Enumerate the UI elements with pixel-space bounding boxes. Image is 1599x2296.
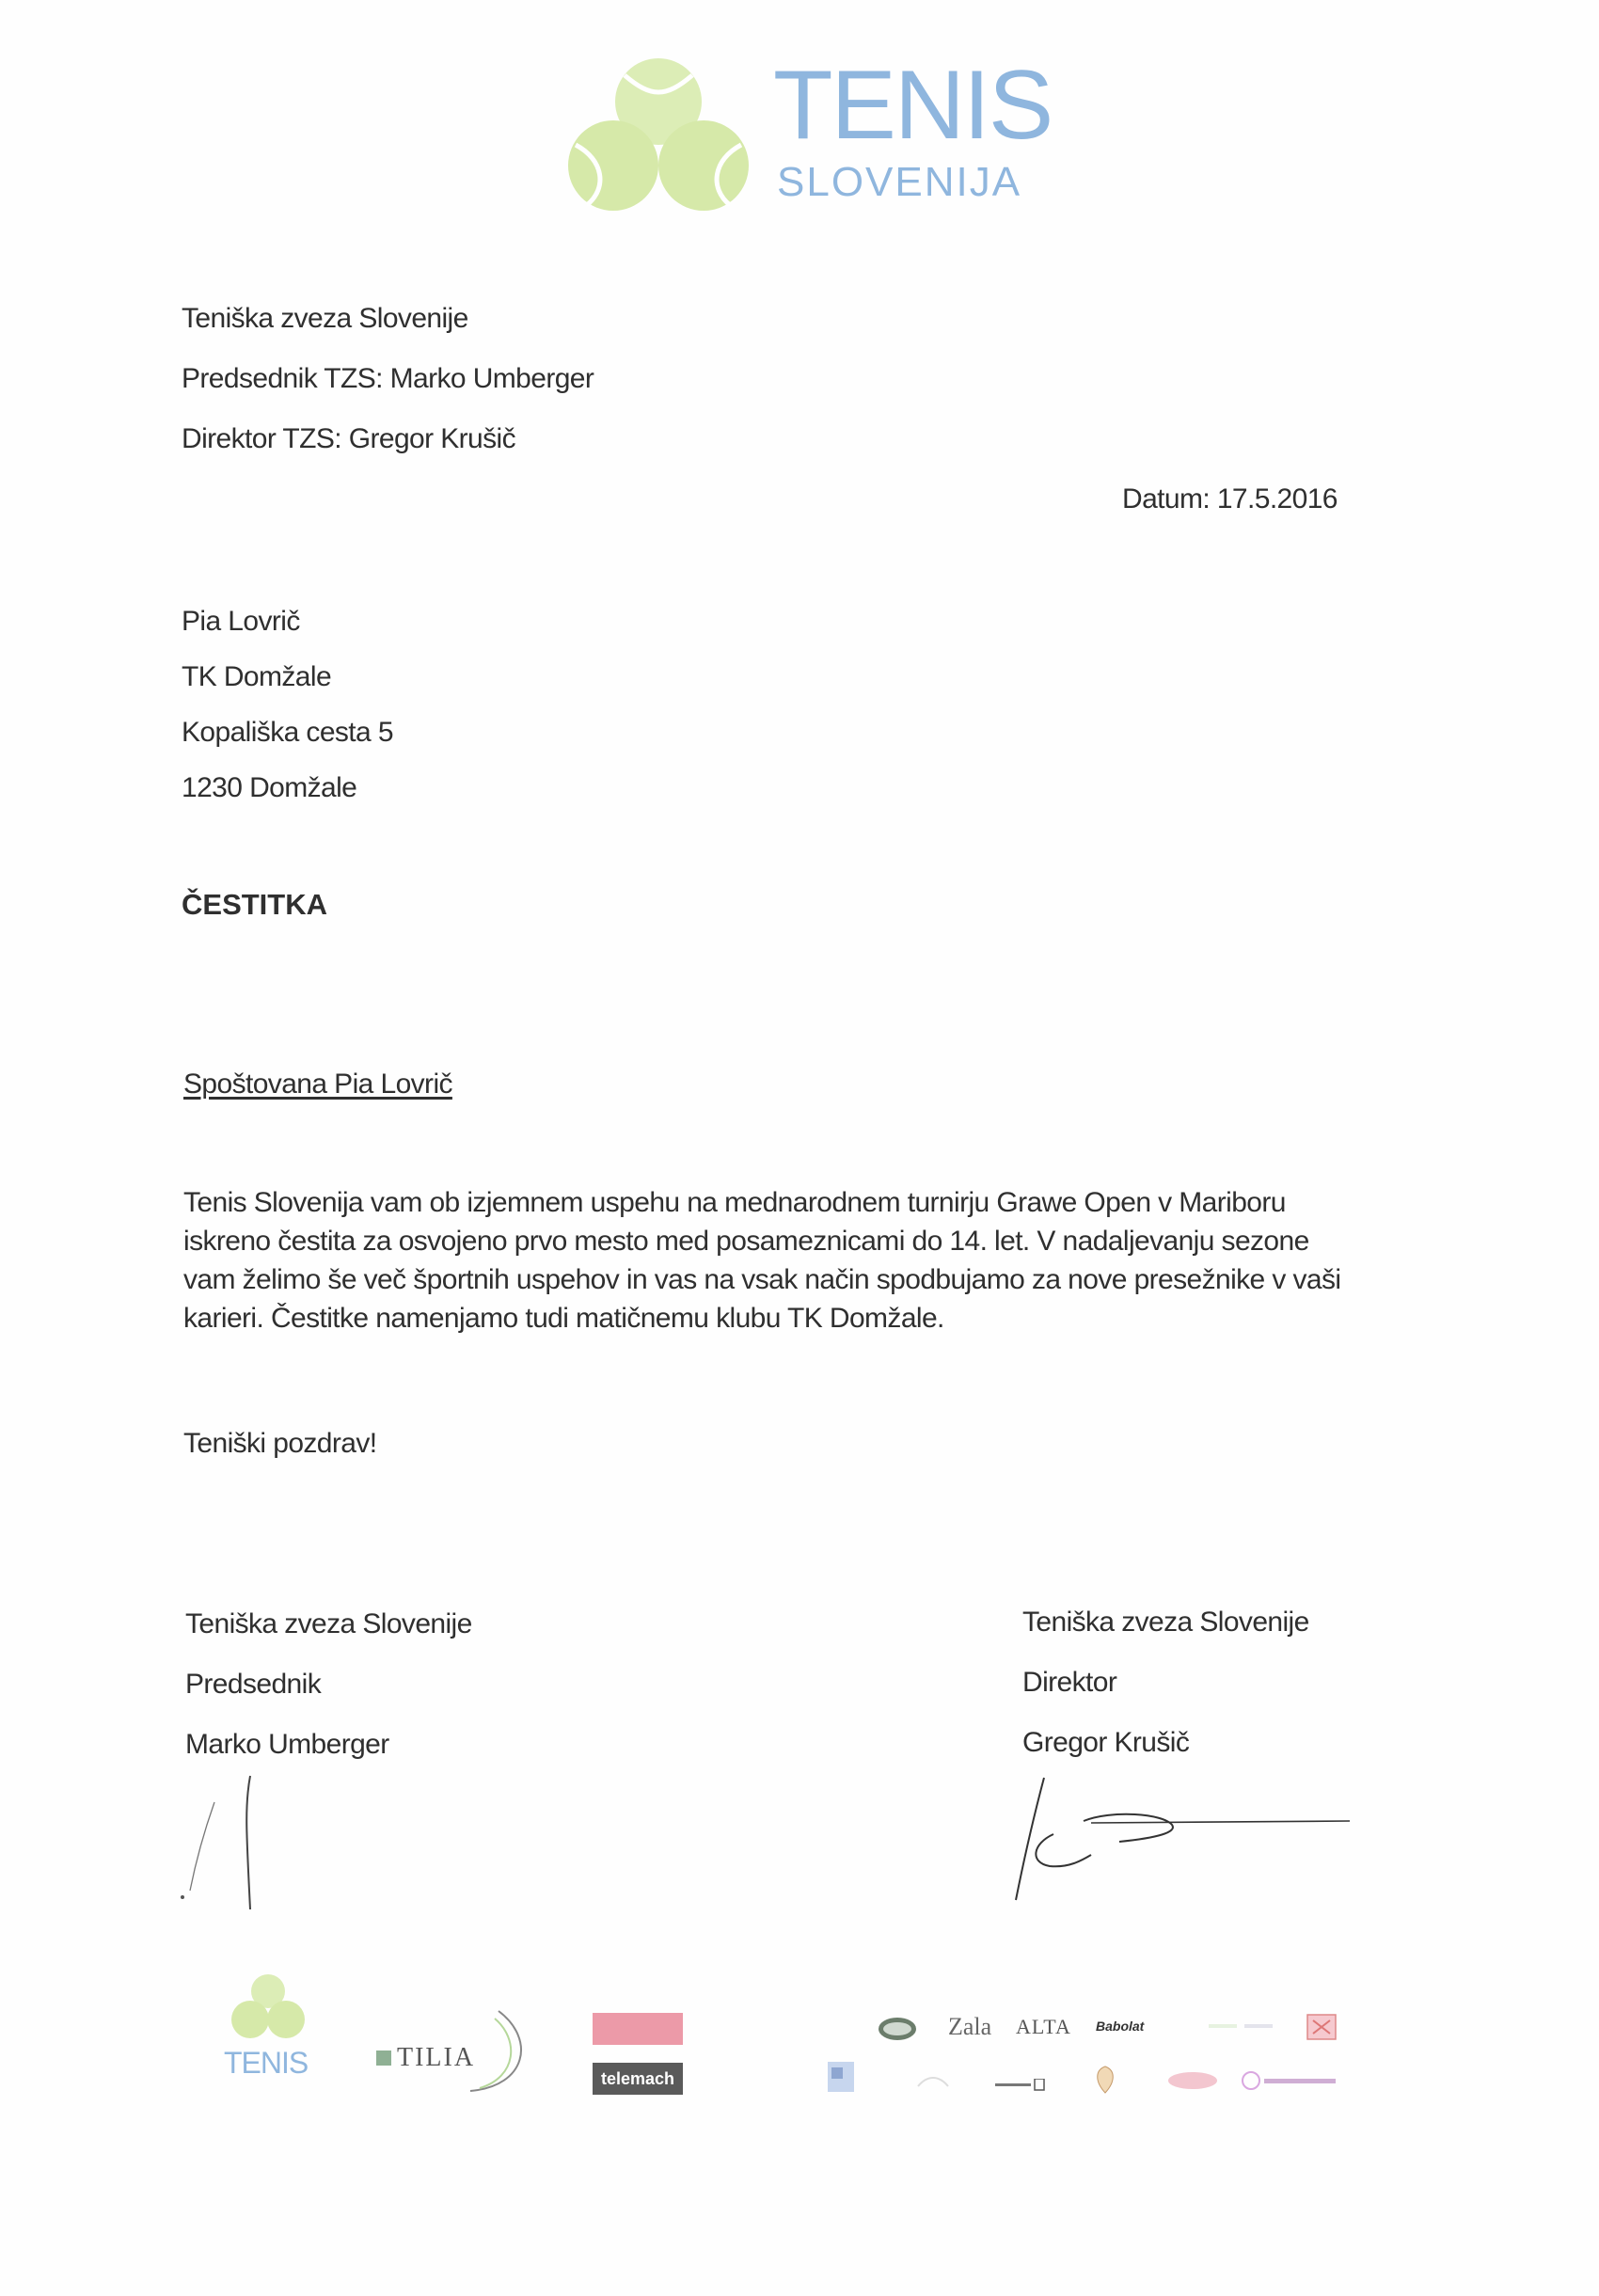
land-rover-logo-icon (877, 2016, 918, 2042)
right-signature-name: Gregor Krušič (1022, 1727, 1190, 1758)
right-signature-org: Teniška zveza Slovenije (1022, 1607, 1309, 1638)
right-signature-role: Direktor (1022, 1667, 1117, 1698)
blue-sponsor-icon (826, 2060, 856, 2094)
faint-logo-2-icon (914, 2069, 952, 2090)
president-signature-icon (169, 1768, 282, 1919)
left-signature-org: Teniška zveza Slovenije (185, 1608, 472, 1639)
telemach-logo (593, 2063, 683, 2095)
zala-logo: Zala (948, 2013, 992, 2040)
footer-tennis-balls-icon (226, 1971, 310, 2046)
footer-logo-text: TENIS (224, 2046, 309, 2080)
letter-subject: ČESTITKA (182, 888, 327, 921)
letter-date: Datum: 17.5.2016 (1122, 483, 1338, 515)
logo-subtitle: SLOVENIJA (777, 159, 1022, 205)
sender-president: Predsednik TZS: Marko Umberger (182, 363, 594, 394)
left-signature-role: Predsednik (185, 1669, 322, 1700)
recipient-name: Pia Lovrič (182, 606, 300, 637)
logo-title: TENIS (773, 51, 1053, 160)
sponsor-flag-icon (1306, 2011, 1339, 2043)
tilia-logo: TILIA (397, 2043, 476, 2072)
babolat-logo: Babolat (1096, 2019, 1145, 2034)
sender-org: Teniška zveza Slovenije (182, 303, 468, 334)
alta-logo: ALTA (1016, 2015, 1071, 2038)
sender-director: Direktor TZS: Gregor Krušič (182, 423, 515, 454)
closing: Teniški pozdrav! (183, 1428, 377, 1459)
crest-sponsor-icon (1091, 2065, 1119, 2097)
tennis-balls-logo-icon (564, 55, 752, 214)
pink-sponsor-logo-icon (1166, 2069, 1219, 2092)
letter-body: Tenis Slovenija vam ob izjemnem uspehu na mednarodnem turnirju Grawe Open v Mariboru iskreno čestita za osvojeno prvo mesto med posameznicami do 14. let. V nadaljevanju sezone vam želimo še več športnih uspehov in vas na vsak način spodbujamo za nove presežnike v vaši karieri. Čestitke namenjamo tudi matičnemu klubu TK Domžale. (183, 1187, 1341, 1334)
petrol-logo (593, 2013, 683, 2045)
recipient-street: Kopališka cesta 5 (182, 717, 393, 748)
faint-sponsor-logo-icon (1209, 2019, 1274, 2034)
recipient-club: TK Domžale (182, 661, 332, 692)
tilia-swoosh-icon (461, 2002, 536, 2096)
salutation: Spoštovana Pia Lovrič (183, 1069, 452, 1100)
left-signature-name: Marko Umberger (185, 1729, 389, 1760)
director-signature-icon (978, 1768, 1354, 1909)
small-sponsor-logo-icon (995, 2079, 1052, 2092)
tilia-mark-icon (376, 2051, 391, 2066)
recipient-city: 1230 Domžale (182, 772, 357, 803)
telemach-label: telemach (600, 2068, 675, 2088)
europlakat-logo-icon (1242, 2067, 1341, 2094)
